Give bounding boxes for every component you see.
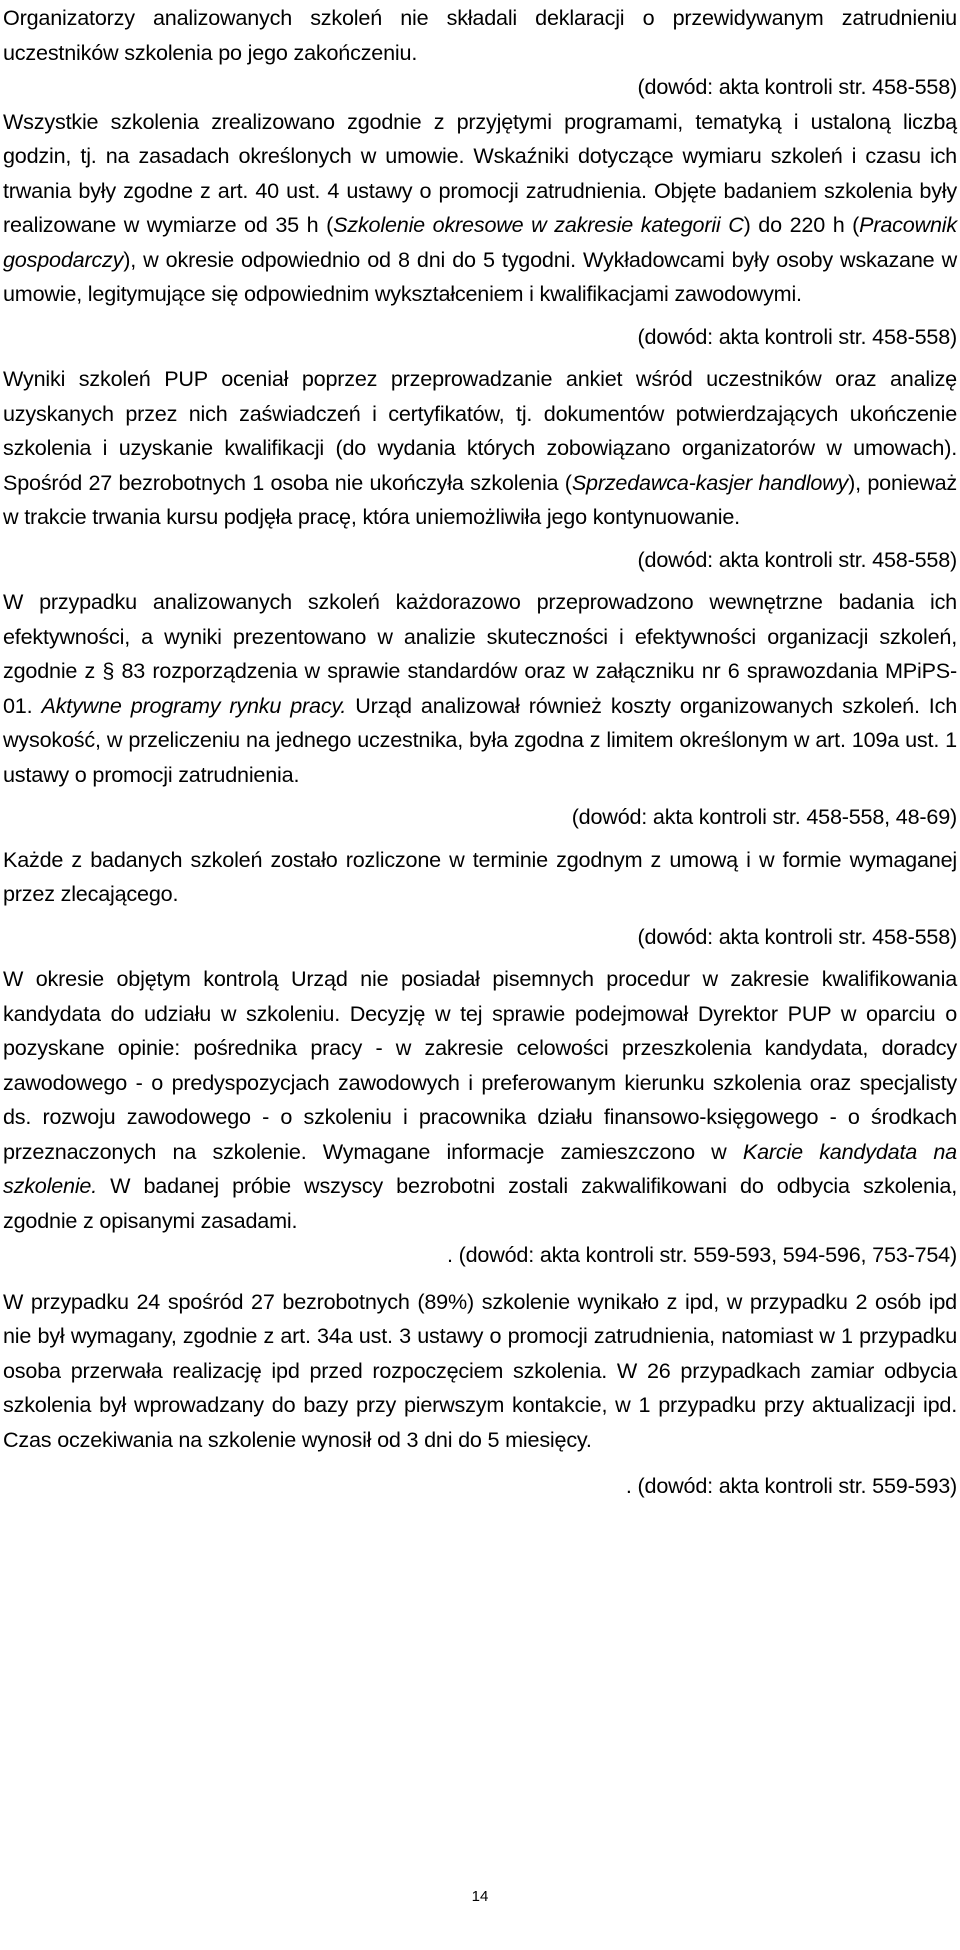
citation-2: (dowód: akta kontroli str. 458-558) [637, 323, 957, 349]
paragraph-1: Organizatorzy analizowanych szkoleń nie składali deklaracji o przewidywanym zatrudnieniu uczestników szkolenia po jego zakończeniu. [3, 5, 957, 65]
page-number: 14 [471, 1888, 489, 1905]
paragraph-4: W przypadku analizowanych szkoleń każdorazowo przeprowadzono wewnętrzne badania ich efektywności, a wyniki prezentowano w analizie skuteczności i efektywności organizacji szkoleń, zgodnie z § 83 rozporządzenia w sprawie standardów oraz w załączniku nr 6 sprawozdania MPiPS-01. Aktywne programy rynku pracy. Urząd analizował również koszty organizowanych szkoleń. Ich wysokość, w przeliczeniu na jednego uczestnika, była zgodna z limitem określonym w art. 109a ust. 1 ustawy o promocji zatrudnienia. [3, 589, 958, 787]
citation-6: . (dowód: akta kontroli str. 559-593, 594-596, 753-754) [447, 1242, 957, 1267]
paragraph-5: Każde z badanych szkoleń zostało rozliczone w terminie zgodnym z umową i w formie wymaganej przez zlecającego. [3, 846, 957, 906]
paragraph-3: Wyniki szkoleń PUP oceniał poprzez przeprowadzanie ankiet wśród uczestników oraz analizę uzyskanych przez nich zaświadczeń i certyfikatów, tj. dokumentów potwierdzających ukończenie szkolenia i uzyskanie kwalifikacji (do wydania których zobowiązano organizatorów w umowach). Spośród 27 bezrobotnych 1 osoba nie ukończyła szkolenia (Sprzedawca-kasjer handlowy), ponieważ w trakcie trwania kursu podjęła pracę, która uniemożliwiła jego kontynuowanie. [3, 366, 958, 529]
citation-5: (dowód: akta kontroli str. 458-558) [637, 923, 957, 949]
document-body [3, 1, 957, 1504]
citation-7: . (dowód: akta kontroli str. 559-593) [625, 1473, 957, 1498]
paragraph-7: W przypadku 24 spośród 27 bezrobotnych (89%) szkolenie wynikało z ipd, w przypadku 2 osób ipd nie był wymagany, zgodnie z art. 34a ust. 3 ustawy o promocji zatrudnienia, natomiast w 1 przypadku osoba przerwała realizację ipd przed rozpoczęciem szkolenia. W 26 przypadkach zamiar odbycia szkolenia był wprowadzany do bazy przy pierwszym kontakcie, w 1 przypadku przy aktualizacji ipd. Czas oczekiwania na szkolenie wynosił od 3 dni do 5 miesięcy. [3, 1288, 957, 1452]
paragraph-2: Wszystkie szkolenia zrealizowano zgodnie z przyjętymi programami, tematyką i ustaloną liczbą godzin, tj. na zasadach określonych w umowie. Wskaźniki dotyczące wymiaru szkoleń i czasu ich trwania były zgodne z art. 40 ust. 4 ustawy o promocji zatrudnienia. Objęte badaniem szkolenia były realizowane w wymiarze od 35 h (Szkolenie okresowe w zakresie kategorii C) do 220 h (Pracownik gospodarczy), w okresie odpowiednio od 8 dni do 5 tygodni. Wykładowcami były osoby wskazane w umowie, legitymujące się odpowiednim wykształceniem i kwalifikacjami zawodowymi. [3, 108, 957, 306]
citation-1: (dowód: akta kontroli str. 458-558) [637, 74, 957, 99]
citation-3: (dowód: akta kontroli str. 458-558) [637, 546, 957, 572]
citation-4: (dowód: akta kontroli str. 458-558, 48-69) [571, 804, 957, 829]
paragraph-6: W okresie objętym kontrolą Urząd nie posiadał pisemnych procedur w zakresie kwalifikowania kandydata do udziału w szkoleniu. Decyzję w tej sprawie podejmował Dyrektor PUP w oparciu o pozyskane opinie: pośrednika pracy - w zakresie celowości przeszkolenia kandydata, doradcy zawodowego - o predyspozycjach zawodowych i preferowanym kierunku szkolenia oraz specjalisty ds. rozwoju zawodowego - o szkoleniu i pracownika działu finansowo-księgowego - o środkach przeznaczonych na szkolenie. Wymagane informacje zamieszczono w Karcie kandydata na szkolenie. W badanej próbie wszyscy bezrobotni zostali zakwalifikowani do odbycia szkolenia, zgodnie z opisanymi zasadami. [3, 966, 957, 1233]
